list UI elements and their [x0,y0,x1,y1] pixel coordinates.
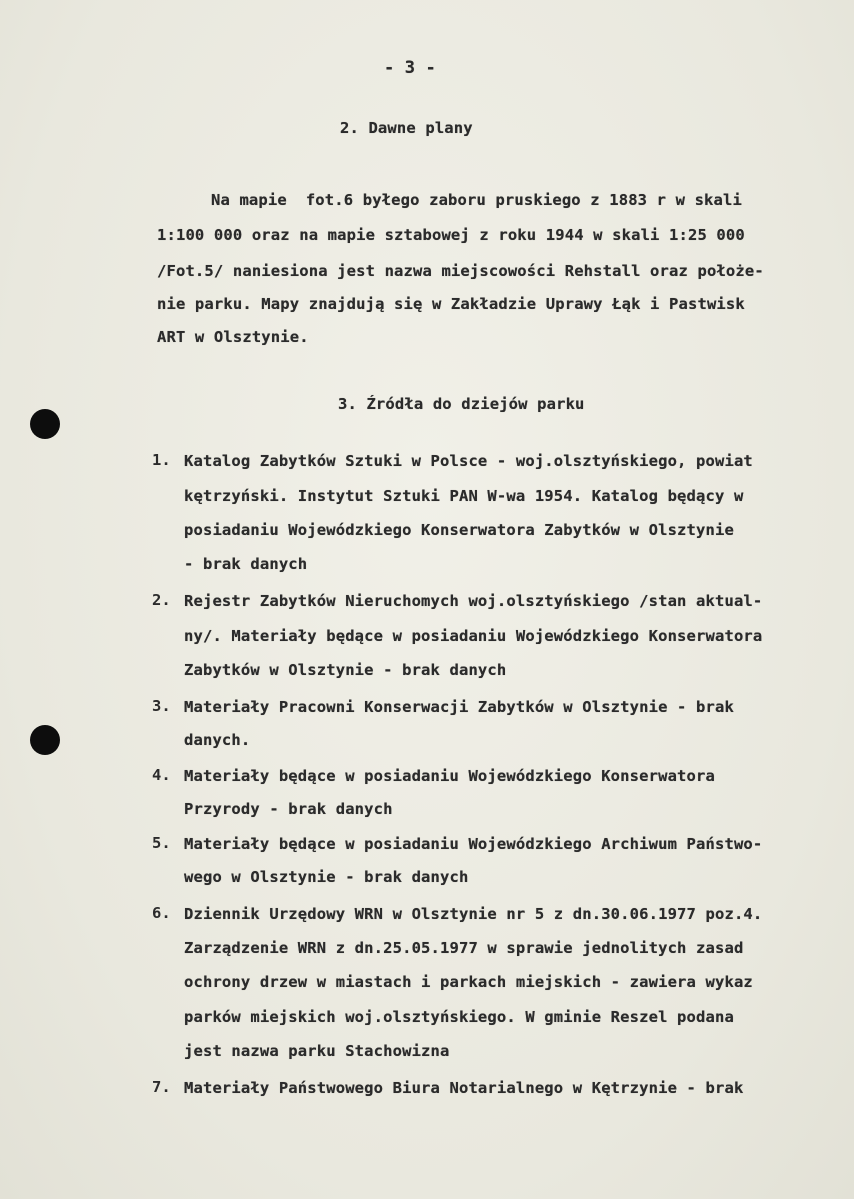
list-item-number: 3. [152,697,171,715]
section-heading: 2. Dawne plany [340,119,473,137]
section-heading: 3. Źródła do dziejów parku [338,395,585,413]
paragraph-line: /Fot.5/ naniesiona jest nazwa miejscowości Rehstall oraz położe- [157,262,764,280]
list-item-line: Materiały będące w posiadaniu Wojewódzkiego Archiwum Państwo- [184,835,763,853]
paragraph-line: Na mapie fot.6 byłego zaboru pruskiego z 1883 r w skali [211,191,742,209]
list-item-number: 5. [152,834,171,852]
list-item-line: kętrzyński. Instytut Sztuki PAN W-wa 1954. Katalog będący w [184,487,744,505]
list-item-line: Przyrody - brak danych [184,800,393,818]
list-item-number: 1. [152,451,171,469]
list-item-line: - brak danych [184,555,308,573]
list-item-line: wego w Olsztynie - brak danych [184,868,469,886]
paragraph-line: 1:100 000 oraz na mapie sztabowej z roku 1944 w skali 1:25 000 [157,226,745,244]
list-item-line: Zabytków w Olsztynie - brak danych [184,661,507,679]
list-item-line: Materiały będące w posiadaniu Wojewódzkiego Konserwatora [184,767,715,785]
list-item-line: Zarządzenie WRN z dn.25.05.1977 w sprawie jednolitych zasad [184,939,744,957]
punch-hole [30,409,60,439]
list-item-number: 6. [152,904,171,922]
punch-hole [30,725,60,755]
list-item-line: Rejestr Zabytków Nieruchomych woj.olsztyńskiego /stan aktual- [184,592,763,610]
list-item-line: ochrony drzew w miastach i parkach miejskich - zawiera wykaz [184,973,753,991]
list-item-number: 2. [152,591,171,609]
paragraph-line: nie parku. Mapy znajdują się w Zakładzie Uprawy Łąk i Pastwisk [157,295,745,313]
list-item-number: 4. [152,766,171,784]
list-item-number: 7. [152,1078,171,1096]
paragraph-line: ART w Olsztynie. [157,328,309,346]
list-item-line: Katalog Zabytków Sztuki w Polsce - woj.olsztyńskiego, powiat [184,452,753,470]
list-item-line: Dziennik Urzędowy WRN w Olsztynie nr 5 z dn.30.06.1977 poz.4. [184,905,763,923]
page-number: - 3 - [384,58,436,78]
list-item-line: parków miejskich woj.olsztyńskiego. W gminie Reszel podana [184,1008,734,1026]
list-item-line: jest nazwa parku Stachowizna [184,1042,450,1060]
list-item-line: ny/. Materiały będące w posiadaniu Wojewódzkiego Konserwatora [184,627,763,645]
list-item-line: posiadaniu Wojewódzkiego Konserwatora Zabytków w Olsztynie [184,521,734,539]
list-item-line: Materiały Pracowni Konserwacji Zabytków w Olsztynie - brak [184,698,734,716]
list-item-line: Materiały Państwowego Biura Notarialnego w Kętrzynie - brak [184,1079,744,1097]
list-item-line: danych. [184,731,251,749]
